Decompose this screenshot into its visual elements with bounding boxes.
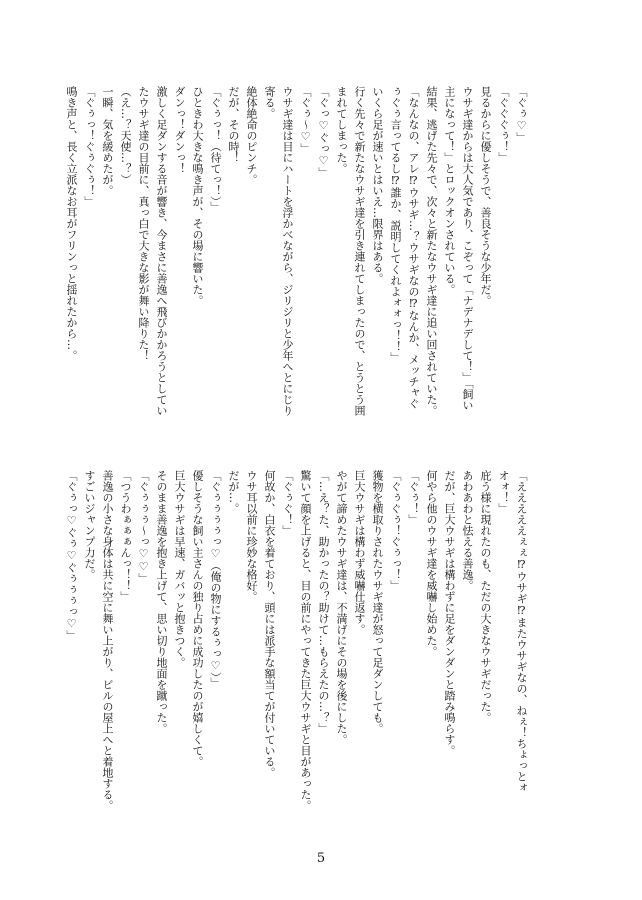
text-line: 「ぐぅ〜♡」 <box>299 86 312 154</box>
text-line: 結果、逃げた先々で、次々と新たなウサギ達に追い回されていた。 <box>425 86 438 416</box>
text-line: 「ぐぅっ！（待てっ！）」 <box>209 86 222 213</box>
text-line: 巨大ウサギは構わず威嚇仕返す。 <box>353 470 366 635</box>
text-line: いくら足が速いとはいえ…限界はある。 <box>371 86 384 284</box>
text-line: 「ぐぅぅぅぅっ♡（俺の物にするぅっ♡）」 <box>209 470 222 689</box>
text-line: 何やら他のウサギ達を威嚇し始めた。 <box>425 470 438 657</box>
text-line: ダンっ！ダンっ！ <box>173 86 186 174</box>
text-line: 「…え？た、助かったの？助けて…もらえたの…？」 <box>317 470 330 734</box>
text-line: 善逸の小さな身体は共に空に舞い上がり、ビルの屋上へと着地する。 <box>101 470 114 811</box>
text-line: 「ぐぅぅぅ〜っ♡♡」 <box>137 470 150 584</box>
text-line: 絶体絶命のピンチ。 <box>245 86 258 185</box>
text-line: 「つうわぁぁぁんっ！！」 <box>119 470 132 602</box>
text-line: ウサギ達からは大人気であり、こぞって「ナデナデして！」「飼い <box>461 86 474 411</box>
text-line: 鳴き声と、長く立派なお耳がフリンっと揺れたから…。 <box>65 86 78 361</box>
text-line: 「ぐぅぐぅ！ぐぅっ！」 <box>389 470 402 591</box>
text-line: 何故か、白衣を着ており、頭には派手な額当てが付いている。 <box>263 470 276 778</box>
text-line: 「ぐっ♡ぐっ♡」 <box>317 86 330 178</box>
text-line: ひときわ大きな鳴き声が、その場に響いた。 <box>191 86 204 306</box>
text-line: 「ぐぅっ♡ぐぅ♡ぐぅぅぅっ♡」 <box>65 470 78 641</box>
text-line: 「なんなの、アレ⁉ウサギ…？ウサギなの⁉なんか、メッチャぐ <box>407 86 420 409</box>
text-line: 驚いて顔を上げると、目の前にやってきた巨大ウサギと目があった。 <box>299 470 312 811</box>
text-line: オォ！」 <box>497 470 510 514</box>
text-line: 「ぐぅっ！ぐぅぐぅ！」 <box>83 86 96 207</box>
text-line: あわあわと怯える善逸。 <box>461 470 474 591</box>
text-line: 「ぐぅ♡」 <box>515 86 528 143</box>
text-line: 主になって！」とロックオンされている。 <box>443 86 456 295</box>
text-line: 「ぐぅぐ！」 <box>281 470 294 536</box>
text-line: だが、巨大ウサギは構わずに足をダンダンと踏み鳴らす。 <box>443 470 456 756</box>
text-line: 庇う様に現れたのも、ただの大きなウサギだった。 <box>479 470 492 723</box>
text-line: 激しく足ダンする音が響き、今まさに善逸へ飛びかかろうとしてい <box>155 86 168 416</box>
text-line: 行く先々で新たなウサギ達を引き連れてしまったので、とうとう囲 <box>353 86 366 416</box>
text-line: だが、その時！ <box>227 86 240 163</box>
text-line: 見るからに優しそうで、善良そうな少年だ。 <box>479 86 492 306</box>
text-line: 獲物を横取りされたウサギ達が怒って足ダンしても。 <box>371 470 384 734</box>
text-line: たウサギ達の目前に、真っ白で大きな影が舞い降りた！ <box>137 86 150 361</box>
text-line: ぅぐぅ言ってるし⁉誰か、説明してくれよォォっ！！」 <box>389 86 402 363</box>
text-line: 「ぐぐぐぅ！」 <box>497 86 510 163</box>
text-line: 「ぐぅ！」 <box>407 470 420 525</box>
text-line: だが…。 <box>227 470 240 514</box>
text-line: 優しそうな飼い主さんの独り占めに成功したのが嬉しくて。 <box>191 470 204 767</box>
text-block-bottom <box>62 470 530 845</box>
page-number: 5 <box>316 851 326 866</box>
text-line: まれてしまった。 <box>335 86 348 174</box>
text-line: 寄る。 <box>263 86 276 119</box>
text-line: （え…？天使…？） <box>119 86 132 185</box>
text-line: 一瞬、気を緩めたが。 <box>101 86 114 196</box>
text-line: そのまま善逸を抱き上げて、思い切り地面を蹴った。 <box>155 470 168 734</box>
text-line: 「えええええぇぇ⁉ウサギ⁉またウサギなの、ねぇ！ちょっとォ <box>515 470 528 793</box>
text-line: ウサギ達は目にハートを浮かべながら、ジリジリと少年へとにじり <box>281 86 294 416</box>
text-line: 巨大ウサギは早速、ガバッと抱きつく。 <box>173 470 186 668</box>
text-line: ウサ耳以前に珍妙な格好。 <box>245 470 258 602</box>
text-line: やがて諦めたウサギ達は、不満げにその場を後にした。 <box>335 470 348 745</box>
text-block-top <box>62 86 530 461</box>
text-line: すごいジャンプ力だ。 <box>83 470 96 580</box>
